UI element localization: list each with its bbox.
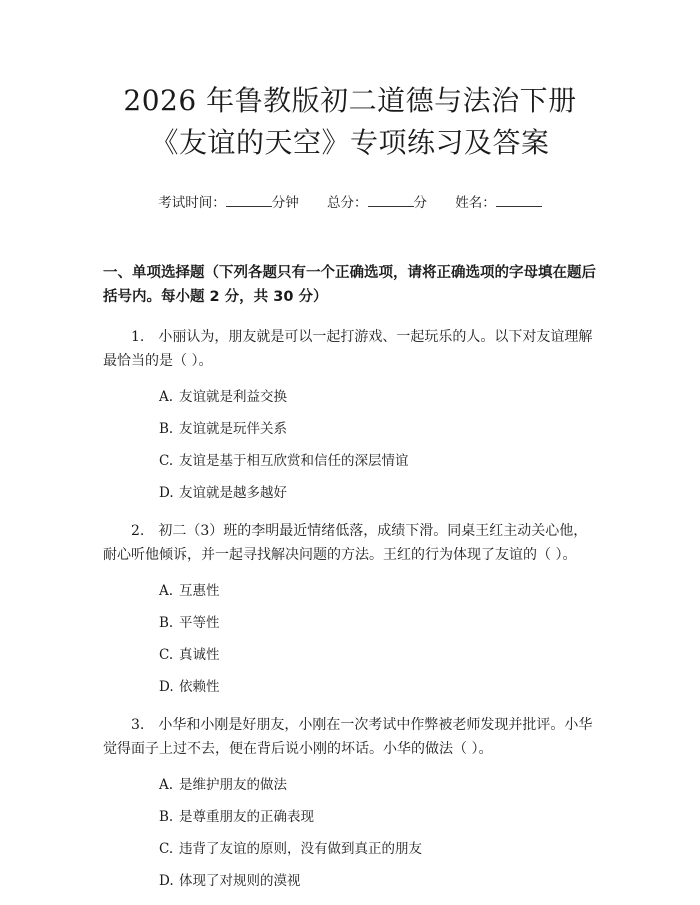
option-c[interactable]: [103, 451, 597, 471]
score-blank[interactable]: [368, 192, 414, 207]
option-text: 违背了友谊的原则，没有做到真正的朋友: [179, 841, 422, 857]
option-letter: B.: [159, 421, 174, 437]
option-letter: A.: [159, 389, 174, 405]
score-label: 总分：: [327, 195, 368, 211]
option-d[interactable]: [103, 677, 597, 697]
option-text: 友谊就是利益交换: [179, 389, 287, 405]
time-label: 考试时间：: [158, 195, 226, 211]
name-blank[interactable]: [496, 192, 542, 207]
option-letter: B.: [159, 809, 174, 825]
option-letter: C.: [159, 647, 174, 663]
document-title: 2026 年鲁教版初二道德与法治下册《友谊的天空》专项练习及答案: [123, 84, 577, 159]
option-c[interactable]: [103, 839, 597, 859]
option-letter: D.: [159, 679, 174, 695]
exam-time: [158, 195, 299, 211]
question-text: 3. 小华和小刚是好朋友，小刚在一次考试中作弊被老师发现并批评。小华觉得面子上过不去，便在背后说小刚的坏话。小华的做法（ ）。: [103, 717, 593, 757]
section-heading: 一、单项选择题（下列各题只有一个正确选项，请将正确选项的字母填在题后括号内。每小题 2 分，共 30 分）: [103, 265, 596, 305]
option-text: 是尊重朋友的正确表现: [179, 809, 314, 825]
time-blank[interactable]: [226, 192, 272, 207]
name-label: 姓名：: [455, 195, 496, 211]
option-a[interactable]: [103, 775, 597, 795]
exam-name: [455, 195, 542, 211]
option-text: 友谊是基于相互欣赏和信任的深层情谊: [179, 453, 409, 469]
option-b[interactable]: [103, 807, 597, 827]
exam-meta: [103, 192, 597, 213]
option-letter: A.: [159, 583, 174, 599]
option-a[interactable]: [103, 387, 597, 407]
option-a[interactable]: [103, 581, 597, 601]
question-text: 1. 小丽认为，朋友就是可以一起打游戏、一起玩乐的人。以下对友谊理解最恰当的是（ ）。: [103, 329, 593, 369]
question-block: [103, 325, 597, 503]
exam-score: [327, 195, 427, 211]
question-text: 2. 初二（3）班的李明最近情绪低落，成绩下滑。同桌王红主动关心他，耐心听他倾诉，并一起寻找解决问题的方法。王红的行为体现了友谊的（ ）。: [103, 523, 588, 563]
option-c[interactable]: [103, 645, 597, 665]
option-letter: C.: [159, 453, 174, 469]
option-text: 体现了对规则的漠视: [179, 873, 301, 889]
option-b[interactable]: [103, 419, 597, 439]
option-text: 平等性: [179, 615, 220, 631]
option-letter: C.: [159, 841, 174, 857]
option-letter: A.: [159, 777, 174, 793]
option-d[interactable]: [103, 483, 597, 503]
option-text: 互惠性: [179, 583, 220, 599]
score-unit: 分: [413, 195, 427, 211]
option-text: 是维护朋友的做法: [179, 777, 287, 793]
option-text: 依赖性: [179, 679, 220, 695]
option-text: 友谊就是越多越好: [179, 485, 287, 501]
option-list: [103, 387, 597, 503]
option-letter: D.: [159, 485, 174, 501]
option-text: 友谊就是玩伴关系: [179, 421, 287, 437]
option-text: 真诚性: [179, 647, 220, 663]
time-unit: 分钟: [271, 195, 299, 211]
option-list: [103, 581, 597, 697]
question-block: [103, 519, 597, 697]
option-d[interactable]: [103, 871, 597, 891]
option-b[interactable]: [103, 613, 597, 633]
option-list: [103, 775, 597, 891]
option-letter: D.: [159, 873, 174, 889]
question-block: [103, 713, 597, 891]
option-letter: B.: [159, 615, 174, 631]
